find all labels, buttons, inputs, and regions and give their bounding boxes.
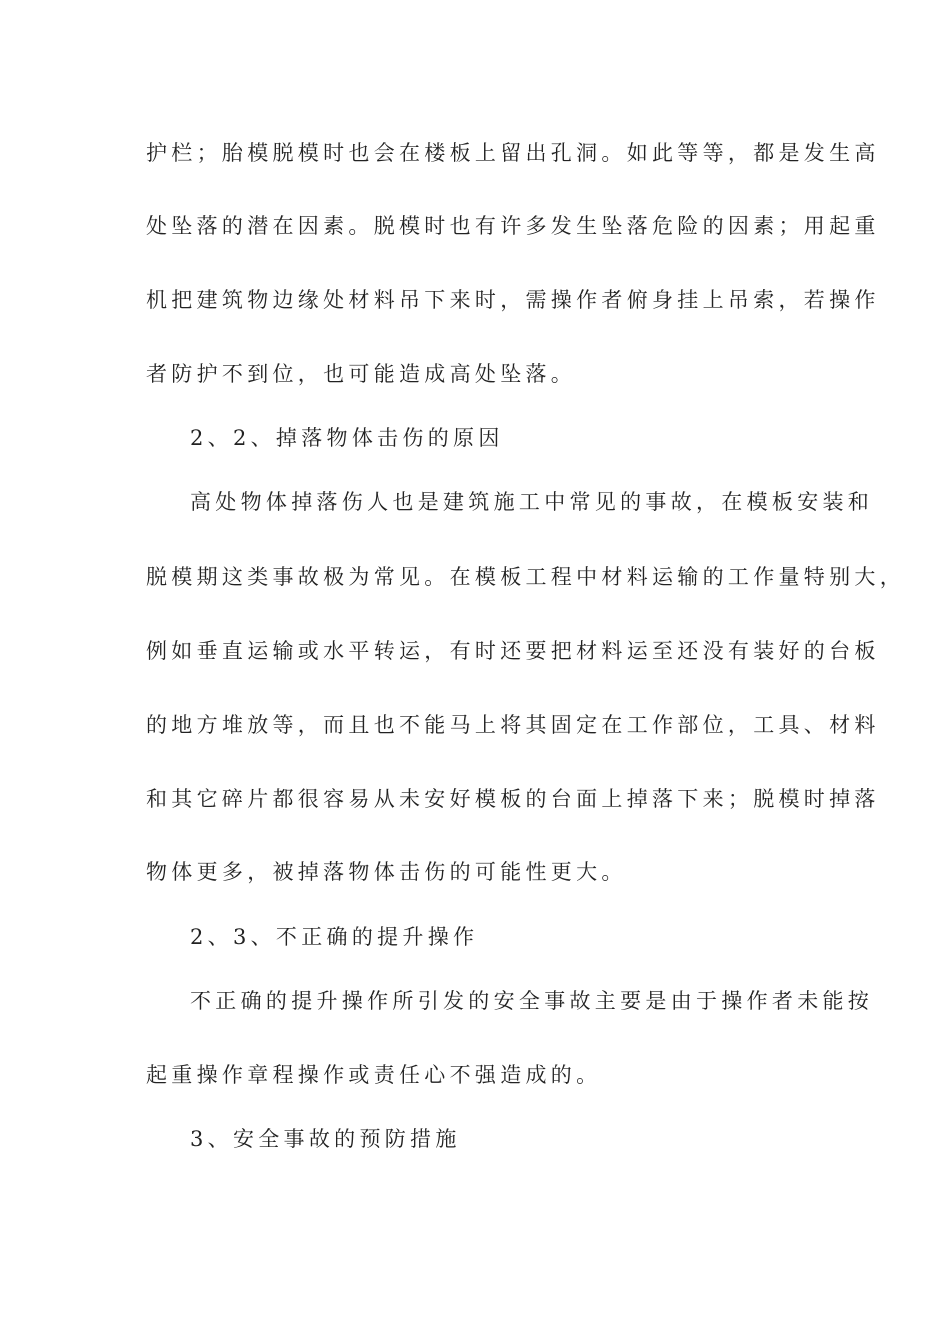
paragraph-line: 脱模期这类事故极为常见。在模板工程中材料运输的工作量特别大， xyxy=(146,565,905,589)
paragraph-line: 高处物体掉落伤人也是建筑施工中常见的事故，在模板安装和 xyxy=(190,490,874,514)
paragraph-line: 和其它碎片都很容易从未安好模板的台面上掉落下来；脱模时掉落 xyxy=(146,787,880,811)
paragraph-line: 物体更多，被掉落物体击伤的可能性更大。 xyxy=(146,860,627,884)
paragraph-line: 护栏；胎模脱模时也会在楼板上留出孔洞。如此等等，都是发生高 xyxy=(146,141,880,165)
section-heading: 3、安全事故的预防措施 xyxy=(190,1127,461,1151)
paragraph-line: 起重操作章程操作或责任心不强造成的。 xyxy=(146,1063,602,1087)
paragraph-line: 者防护不到位，也可能造成高处坠落。 xyxy=(146,362,577,386)
paragraph-line: 例如垂直运输或水平转运，有时还要把材料运至还没有装好的台板 xyxy=(146,639,880,663)
section-heading: 2、3、不正确的提升操作 xyxy=(190,925,479,949)
paragraph-line: 处坠落的潜在因素。脱模时也有许多发生坠落危险的因素；用起重 xyxy=(146,214,880,238)
paragraph-line: 不正确的提升操作所引发的安全事故主要是由于操作者未能按 xyxy=(190,989,874,1013)
section-heading: 2、2、掉落物体击伤的原因 xyxy=(190,426,504,450)
paragraph-line: 机把建筑物边缘处材料吊下来时，需操作者俯身挂上吊索，若操作 xyxy=(146,288,880,312)
paragraph-line: 的地方堆放等，而且也不能马上将其固定在工作部位，工具、材料 xyxy=(146,713,880,737)
